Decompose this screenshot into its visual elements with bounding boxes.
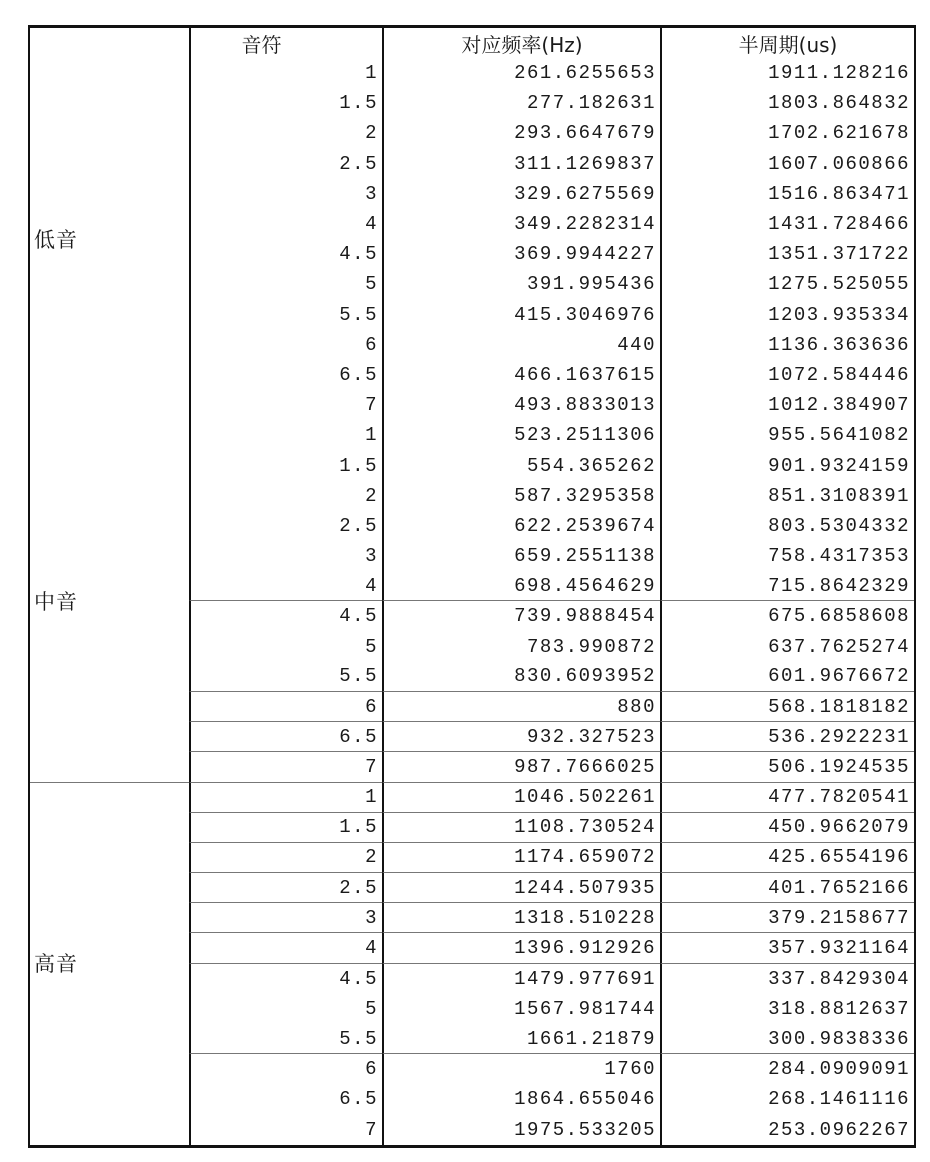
table-row [30,88,914,118]
note-cell: 6.5 [189,722,382,752]
frequency-cell: 932.327523 [382,722,660,752]
frequency-cell: 830.6093952 [382,662,660,692]
note-cell: 2 [189,481,382,511]
table-row [30,511,914,541]
group-cell [30,662,189,692]
half-period-cell: 425.6554196 [660,843,914,873]
group-cell [30,511,189,541]
note-cell: 2.5 [189,873,382,903]
group-cell [30,450,189,480]
half-period-cell: 637.7625274 [660,632,914,662]
table-row [30,632,914,662]
group-label: 低音 [34,227,78,252]
frequency-cell: 440 [382,330,660,360]
note-cell: 7 [189,752,382,782]
note-cell: 1.5 [189,450,382,480]
frequency-cell: 1864.655046 [382,1084,660,1114]
group-cell [30,1054,189,1084]
table-row [30,843,914,873]
half-period-cell: 268.1461116 [660,1084,914,1114]
half-period-cell: 357.9321164 [660,933,914,963]
frequency-cell: 1046.502261 [382,783,660,813]
frequency-cell: 659.2551138 [382,541,660,571]
note-cell: 6 [189,1054,382,1084]
table-row [30,1054,914,1084]
frequency-cell: 698.4564629 [382,571,660,601]
group-cell [30,179,189,209]
group-cell [30,1084,189,1114]
header-frequency: 对应频率(Hz) [382,28,660,58]
half-period-cell: 1136.363636 [660,330,914,360]
frequency-cell: 1108.730524 [382,813,660,843]
frequency-cell: 1661.21879 [382,1024,660,1054]
table-row [30,722,914,752]
frequency-cell: 311.1269837 [382,149,660,179]
frequency-cell: 329.6275569 [382,179,660,209]
group-cell [30,903,189,933]
table-row [30,118,914,148]
table-row [30,58,914,88]
half-period-cell: 901.9324159 [660,450,914,480]
half-period-cell: 379.2158677 [660,903,914,933]
note-cell: 5 [189,994,382,1024]
frequency-cell: 1396.912926 [382,933,660,963]
group-cell [30,209,189,252]
half-period-cell: 536.2922231 [660,722,914,752]
frequency-cell: 987.7666025 [382,752,660,782]
note-cell: 7 [189,390,382,420]
table-row [30,783,914,813]
group-cell [30,360,189,390]
frequency-cell: 261.6255653 [382,58,660,88]
half-period-cell: 318.8812637 [660,994,914,1024]
half-period-cell: 477.7820541 [660,783,914,813]
group-cell [30,994,189,1024]
frequency-cell: 1567.981744 [382,994,660,1024]
note-cell: 4 [189,571,382,601]
group-cell [30,58,189,88]
half-period-cell: 1702.621678 [660,118,914,148]
frequency-cell: 739.9888454 [382,601,660,631]
frequency-cell: 622.2539674 [382,511,660,541]
half-period-cell: 506.1924535 [660,752,914,782]
note-cell: 5 [189,269,382,299]
frequency-cell: 293.6647679 [382,118,660,148]
note-cell: 4.5 [189,601,382,631]
note-cell: 5.5 [189,1024,382,1054]
half-period-cell: 568.1818182 [660,692,914,722]
group-cell [30,783,189,813]
group-cell [30,722,189,752]
half-period-cell: 1516.863471 [660,179,914,209]
half-period-cell: 253.0962267 [660,1115,914,1145]
note-cell: 1 [189,420,382,450]
half-period-cell: 1012.384907 [660,390,914,420]
note-cell: 6 [189,692,382,722]
half-period-cell: 284.0909091 [660,1054,914,1084]
group-cell [30,1115,189,1145]
table-row [30,450,914,480]
group-cell [30,481,189,511]
frequency-cell: 1318.510228 [382,903,660,933]
half-period-cell: 1351.371722 [660,239,914,269]
half-period-cell: 1072.584446 [660,360,914,390]
frequency-cell: 554.365262 [382,450,660,480]
table-row [30,269,914,299]
half-period-cell: 758.4317353 [660,541,914,571]
note-cell: 6.5 [189,1084,382,1114]
table-row [30,179,914,209]
group-cell [30,843,189,873]
half-period-cell: 1431.728466 [660,209,914,239]
table-row [30,964,914,994]
group-cell [30,571,189,615]
half-period-cell: 1803.864832 [660,88,914,118]
table-row [30,933,914,977]
group-cell [30,300,189,330]
table-row [30,330,914,360]
group-cell [30,330,189,360]
table-header [30,28,914,58]
group-cell [30,420,189,450]
frequency-cell: 369.9944227 [382,239,660,269]
table-row [30,360,914,390]
group-cell [30,752,189,782]
half-period-cell: 1911.128216 [660,58,914,88]
table-row [30,300,914,330]
half-period-cell: 675.6858608 [660,601,914,631]
note-cell: 1 [189,783,382,813]
note-cell: 2 [189,118,382,148]
frequency-cell: 415.3046976 [382,300,660,330]
group-cell [30,269,189,299]
frequency-cell: 277.182631 [382,88,660,118]
note-cell: 5.5 [189,300,382,330]
note-cell: 1 [189,58,382,88]
table-row [30,571,914,615]
group-label: 中音 [34,590,78,615]
half-period-cell: 601.9676672 [660,662,914,692]
note-cell: 3 [189,541,382,571]
note-cell: 1.5 [189,88,382,118]
note-cell: 3 [189,179,382,209]
note-cell: 2.5 [189,149,382,179]
header-half-period: 半周期(us) [660,28,914,58]
note-cell: 4 [189,933,382,963]
table-row [30,994,914,1024]
frequency-cell: 493.8833013 [382,390,660,420]
table-row [30,149,914,179]
note-cell: 4.5 [189,964,382,994]
header-note: 音符 [189,28,382,58]
frequency-cell: 880 [382,692,660,722]
table-row [30,903,914,933]
frequency-cell: 349.2282314 [382,209,660,239]
half-period-cell: 1203.935334 [660,300,914,330]
header-group [30,28,189,58]
half-period-cell: 803.5304332 [660,511,914,541]
table-row [30,239,914,269]
note-cell: 2 [189,843,382,873]
note-cell: 5.5 [189,662,382,692]
group-cell [30,813,189,843]
frequency-cell: 523.2511306 [382,420,660,450]
half-period-cell: 450.9662079 [660,813,914,843]
group-cell [30,692,189,722]
table-row [30,692,914,722]
frequency-cell: 1975.533205 [382,1115,660,1145]
frequency-cell: 1174.659072 [382,843,660,873]
table-row [30,1115,914,1145]
frequency-cell: 391.995436 [382,269,660,299]
group-cell [30,632,189,662]
table-row [30,662,914,692]
table-row [30,752,914,782]
table-row [30,420,914,450]
frequency-cell: 587.3295358 [382,481,660,511]
half-period-cell: 401.7652166 [660,873,914,903]
half-period-cell: 955.5641082 [660,420,914,450]
table-row [30,1084,914,1114]
half-period-cell: 300.9838336 [660,1024,914,1054]
note-cell: 6.5 [189,360,382,390]
group-cell [30,873,189,903]
half-period-cell: 715.8642329 [660,571,914,601]
table-row [30,209,914,252]
table-row [30,873,914,903]
half-period-cell: 1275.525055 [660,269,914,299]
frequency-cell: 1760 [382,1054,660,1084]
note-cell: 6 [189,330,382,360]
half-period-cell: 337.8429304 [660,964,914,994]
group-cell [30,118,189,148]
table-row [30,481,914,511]
note-cell: 5 [189,632,382,662]
group-cell [30,390,189,420]
group-cell [30,1024,189,1054]
half-period-cell: 851.3108391 [660,481,914,511]
table-row [30,541,914,571]
note-cell: 4 [189,209,382,239]
table-body [30,58,914,1145]
frequency-cell: 1479.977691 [382,964,660,994]
table-row [30,813,914,843]
group-cell [30,88,189,118]
table-row [30,1024,914,1054]
table-row [30,601,914,631]
frequency-cell: 1244.507935 [382,873,660,903]
group-label: 高音 [34,952,78,977]
frequency-cell: 783.990872 [382,632,660,662]
group-cell [30,541,189,571]
note-cell: 4.5 [189,239,382,269]
note-frequency-table [28,25,916,1148]
table-row [30,390,914,420]
group-cell [30,933,189,977]
note-cell: 7 [189,1115,382,1145]
note-cell: 1.5 [189,813,382,843]
frequency-cell: 466.1637615 [382,360,660,390]
half-period-cell: 1607.060866 [660,149,914,179]
note-cell: 3 [189,903,382,933]
note-cell: 2.5 [189,511,382,541]
group-cell [30,149,189,179]
